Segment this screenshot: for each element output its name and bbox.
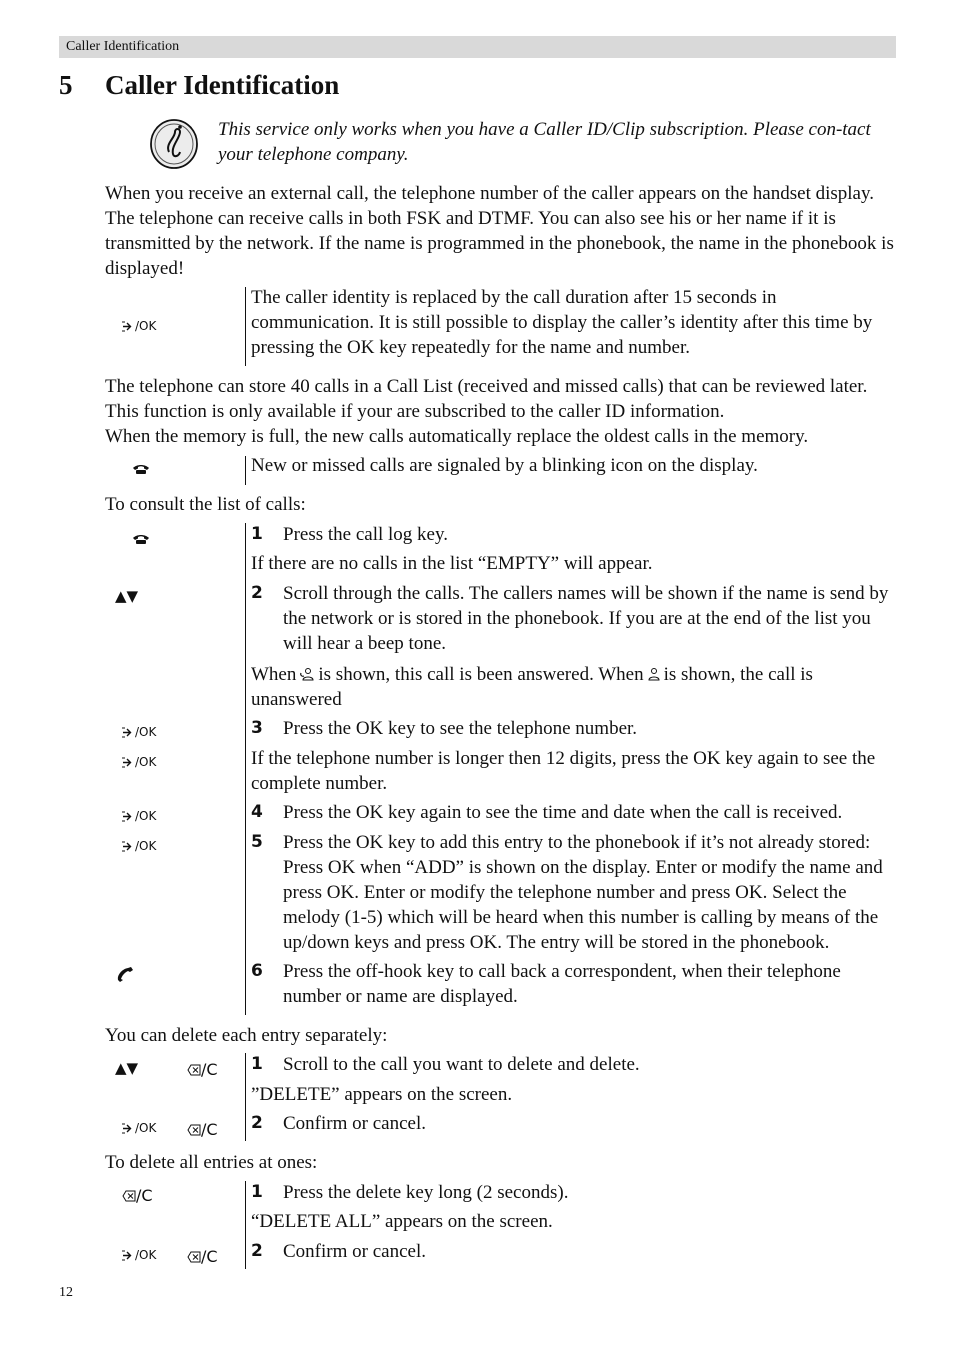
ok-key-icon — [122, 1121, 156, 1135]
answered-note-part: When — [251, 664, 297, 685]
answered-call-icon — [300, 667, 314, 682]
ok-key-label: /OK — [135, 755, 157, 769]
step-number: 2 — [251, 583, 263, 603]
step-number: 2 — [251, 1113, 263, 1133]
ok-key-icon — [122, 725, 156, 739]
margin-rule — [245, 1181, 246, 1269]
ok-key-icon — [122, 319, 156, 333]
running-header-text: Caller Identification — [66, 39, 180, 54]
chapter-title — [59, 70, 339, 101]
delete-key-icon — [122, 1186, 153, 1205]
ok-key-label: /OK — [135, 839, 157, 853]
ok-key-label: /OK — [135, 1121, 157, 1135]
ok-key-label: /OK — [135, 725, 157, 739]
step-text: Scroll to the call you want to delete and delete. — [283, 1054, 640, 1075]
delete-key-label: /C — [201, 1120, 218, 1139]
margin-rule — [245, 523, 246, 1015]
blinking-note: New or missed calls are signaled by a blinking icon on the display. — [251, 455, 758, 476]
step-text: Press the delete key long (2 seconds). — [283, 1182, 569, 1203]
chapter-number: 5 — [59, 70, 73, 100]
running-header — [59, 36, 896, 58]
up-down-keys-icon: ▲▼ — [115, 587, 139, 605]
step-number: 5 — [251, 832, 263, 852]
step-text: Press the OK key again to see the time and date when the call is received. — [283, 802, 843, 823]
off-hook-key-icon — [116, 966, 136, 982]
chapter-title-text: Caller Identification — [105, 70, 340, 100]
step-text: Press the call log key. — [283, 524, 448, 545]
intro-paragraph: When you receive an external call, the telephone number of the caller appears on the handset display. The telephone can receive calls in both FSK and DTMF. You can also see his or her name if it is transmitted by the network. If the name is programmed in the phonebook, the name in the phonebook is displayed! — [105, 183, 894, 279]
delete-note: ”DELETE” appears on the screen. — [251, 1084, 513, 1105]
page-number: 12 — [59, 1285, 73, 1300]
answered-note-part: is shown, this call is been answered. When — [318, 664, 644, 685]
delete-key-label: /C — [136, 1186, 153, 1205]
long-number-note: If the telephone number is longer then 12 digits, press the OK key again to see the complete number. — [251, 748, 876, 794]
margin-rule — [245, 456, 246, 485]
delete-all-note: “DELETE ALL” appears on the screen. — [251, 1211, 553, 1232]
info-note-text: This service only works when you have a Caller ID/Clip subscription. Please con-tact your telephone company. — [218, 119, 871, 165]
info-note-icon — [149, 118, 199, 170]
consult-intro: To consult the list of calls: — [105, 494, 306, 515]
unanswered-call-icon — [648, 667, 660, 682]
delete-key-icon — [187, 1060, 218, 1079]
ok-key-label: /OK — [135, 809, 157, 823]
step-number: 1 — [251, 524, 263, 544]
call-list-paragraph: The telephone can store 40 calls in a Call List (received and missed calls) that can be reviewed later. This function is only available if your are subscribed to the caller ID information. — [105, 376, 868, 422]
step-text: Press the OK key to see the telephone number. — [283, 718, 638, 739]
ok-key-icon — [122, 755, 156, 769]
step-number: 4 — [251, 802, 263, 822]
step-number: 3 — [251, 718, 263, 738]
delete-key-label: /C — [201, 1060, 218, 1079]
step-text: Confirm or cancel. — [283, 1241, 426, 1262]
answered-note — [251, 662, 893, 712]
step-text: Press the OK key to add this entry to the phonebook if it’s not already stored: Press OK when “ADD” is shown on the display. Enter or modify the name and press OK. Enter or modify the telephone number and press OK. Select the melody (1-5) which will be heard when this number is calling by means of the up/down keys and press OK. The entry will be stored in the phonebook. — [283, 832, 883, 953]
step-number: 2 — [251, 1241, 263, 1261]
ok-key-icon — [122, 809, 156, 823]
ok-key-label: /OK — [135, 1248, 157, 1262]
delete-key-label: /C — [201, 1247, 218, 1266]
step-number: 1 — [251, 1054, 263, 1074]
duration-note: The caller identity is replaced by the call duration after 15 seconds in communication. It is still possible to display the caller’s identity after this time by pressing the OK key repeatedly for the name and number. — [251, 287, 873, 358]
step-number: 6 — [251, 961, 263, 981]
delete-intro: You can delete each entry separately: — [105, 1025, 388, 1046]
margin-rule — [245, 287, 246, 366]
ok-key-icon — [122, 1248, 156, 1262]
delete-all-intro: To delete all entries at ones: — [105, 1152, 318, 1173]
delete-key-icon — [187, 1120, 218, 1139]
ok-key-icon — [122, 839, 156, 853]
ok-key-label: /OK — [135, 319, 157, 333]
call-log-key-icon — [131, 463, 151, 475]
empty-note: If there are no calls in the list “EMPTY” will appear. — [251, 553, 653, 574]
step-text: Press the off-hook key to call back a correspondent, when their telephone number or name are displayed. — [283, 961, 841, 1007]
step-number: 1 — [251, 1182, 263, 1202]
up-down-keys-icon: ▲▼ — [115, 1059, 139, 1077]
call-log-key-icon — [131, 533, 151, 545]
answered-note-part: is shown, the call is unanswered — [251, 664, 813, 710]
step-text: Scroll through the calls. The callers names will be shown if the name is send by the network or is stored in the phonebook. If you are at the end of the list you will hear a beep tone. — [283, 583, 889, 654]
delete-key-icon — [187, 1247, 218, 1266]
memory-full-paragraph: When the memory is full, the new calls automatically replace the oldest calls in the memory. — [105, 426, 809, 447]
step-text: Confirm or cancel. — [283, 1113, 426, 1134]
margin-rule — [245, 1053, 246, 1141]
